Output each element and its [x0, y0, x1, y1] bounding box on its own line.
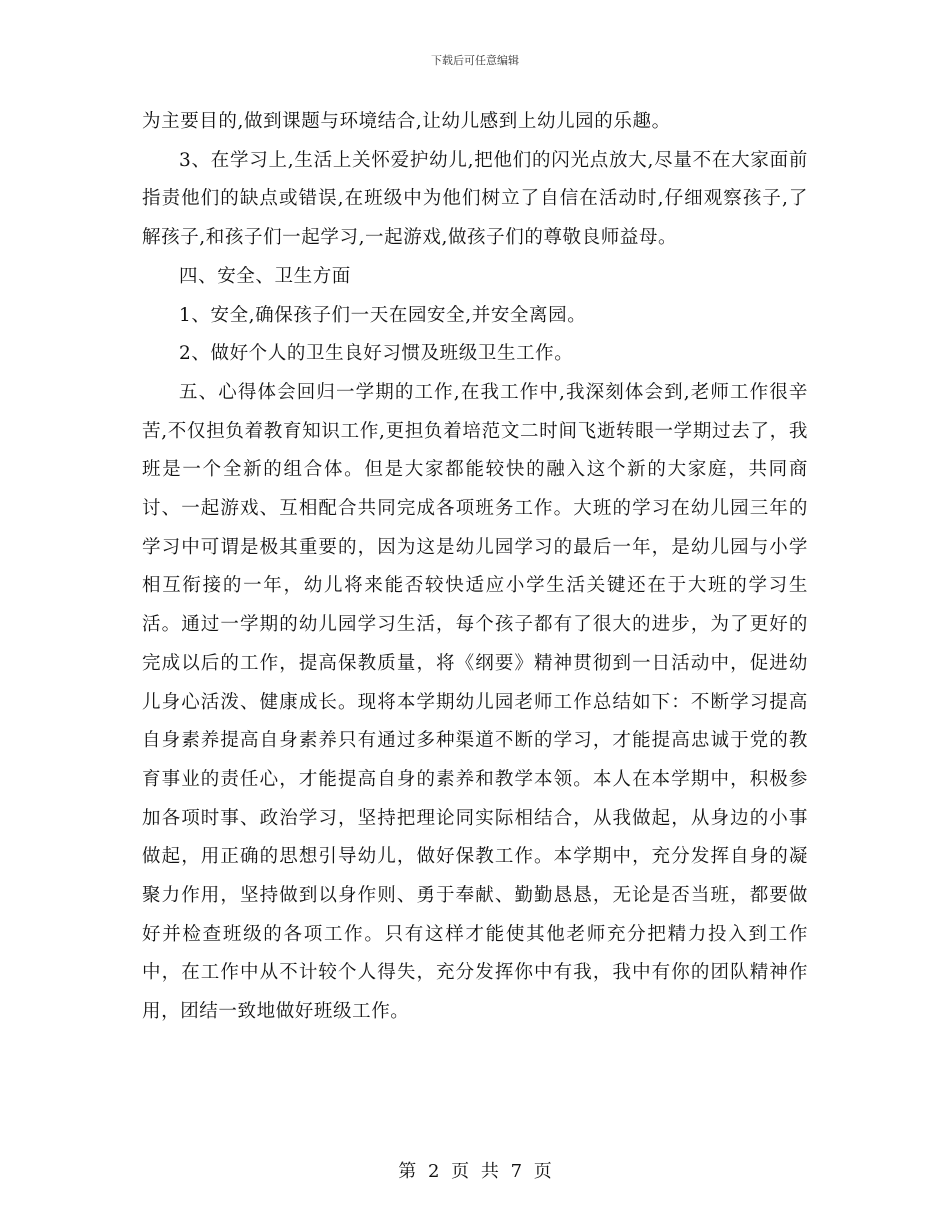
page-header-note: 下载后可任意编辑	[431, 54, 519, 67]
paragraph: 1、安全,确保孩子们一天在园安全,并安全离园。	[179, 304, 587, 326]
paragraph: 3、在学习上,生活上关怀爱护幼儿,把他们的闪光点放大,尽量不在大家面前指责他们的缺点或错误,在班级中为他们树立了自信在活动时,仔细观察孩子,了解孩子,和孩子们一起学习,一起游戏,做孩子们的尊敬良师益母。	[142, 149, 808, 249]
document-body	[142, 103, 808, 1032]
paragraph: 为主要目的,做到课题与环境结合,让幼儿感到上幼儿园的乐趣。	[142, 111, 671, 132]
page-number: 第 2 页 共 7 页	[398, 1161, 552, 1182]
paragraph: 2、做好个人的卫生良好习惯及班级卫生工作。	[179, 343, 574, 365]
paragraph: 五、心得体会回归一学期的工作,在我工作中,我深刻体会到,老师工作很辛苦,不仅担负着教育知识工作,更担负着培范文二时间飞逝转眼一学期过去了，我班是一个全新的组合体。但是大家都能较快的融入这个新的大家庭，共同商讨、一起游戏、互相配合共同完成各项班务工作。大班的学习在幼儿园三年的学习中可谓是极其重要的，因为这是幼儿园学习的最后一年，是幼儿园与小学相互衔接的一年，幼儿将来能否较快适应小学生活关键还在于大班的学习生活。通过一学期的幼儿园学习生活，每个孩子都有了很大的进步，为了更好的完成以后的工作，提高保教质量，将《纲要》精神贯彻到一日活动中，促进幼儿身心活泼、健康成长。现将本学期幼儿园老师工作总结如下：不断学习提高自身素养提高自身素养只有通过多种渠道不断的学习，才能提高忠诚于党的教育事业的责任心，才能提高自身的素养和教学本领。本人在本学期中，积极参加各项时事、政治学习，坚持把理论同实际相结合，从我做起，从身边的小事做起，用正确的思想引导幼儿，做好保教工作。本学期中，充分发挥自身的凝聚力作用，坚持做到以身作则、勇于奉献、勤勤恳恳，无论是否当班，都要做好并检查班级的各项工作。只有这样才能使其他老师充分把精力投入到工作中，在工作中从不计较个人得失，充分发挥你中有我，我中有你的团队精神作用，团结一致地做好班级工作。	[142, 381, 808, 1023]
section-heading: 四、安全、卫生方面	[179, 265, 351, 287]
